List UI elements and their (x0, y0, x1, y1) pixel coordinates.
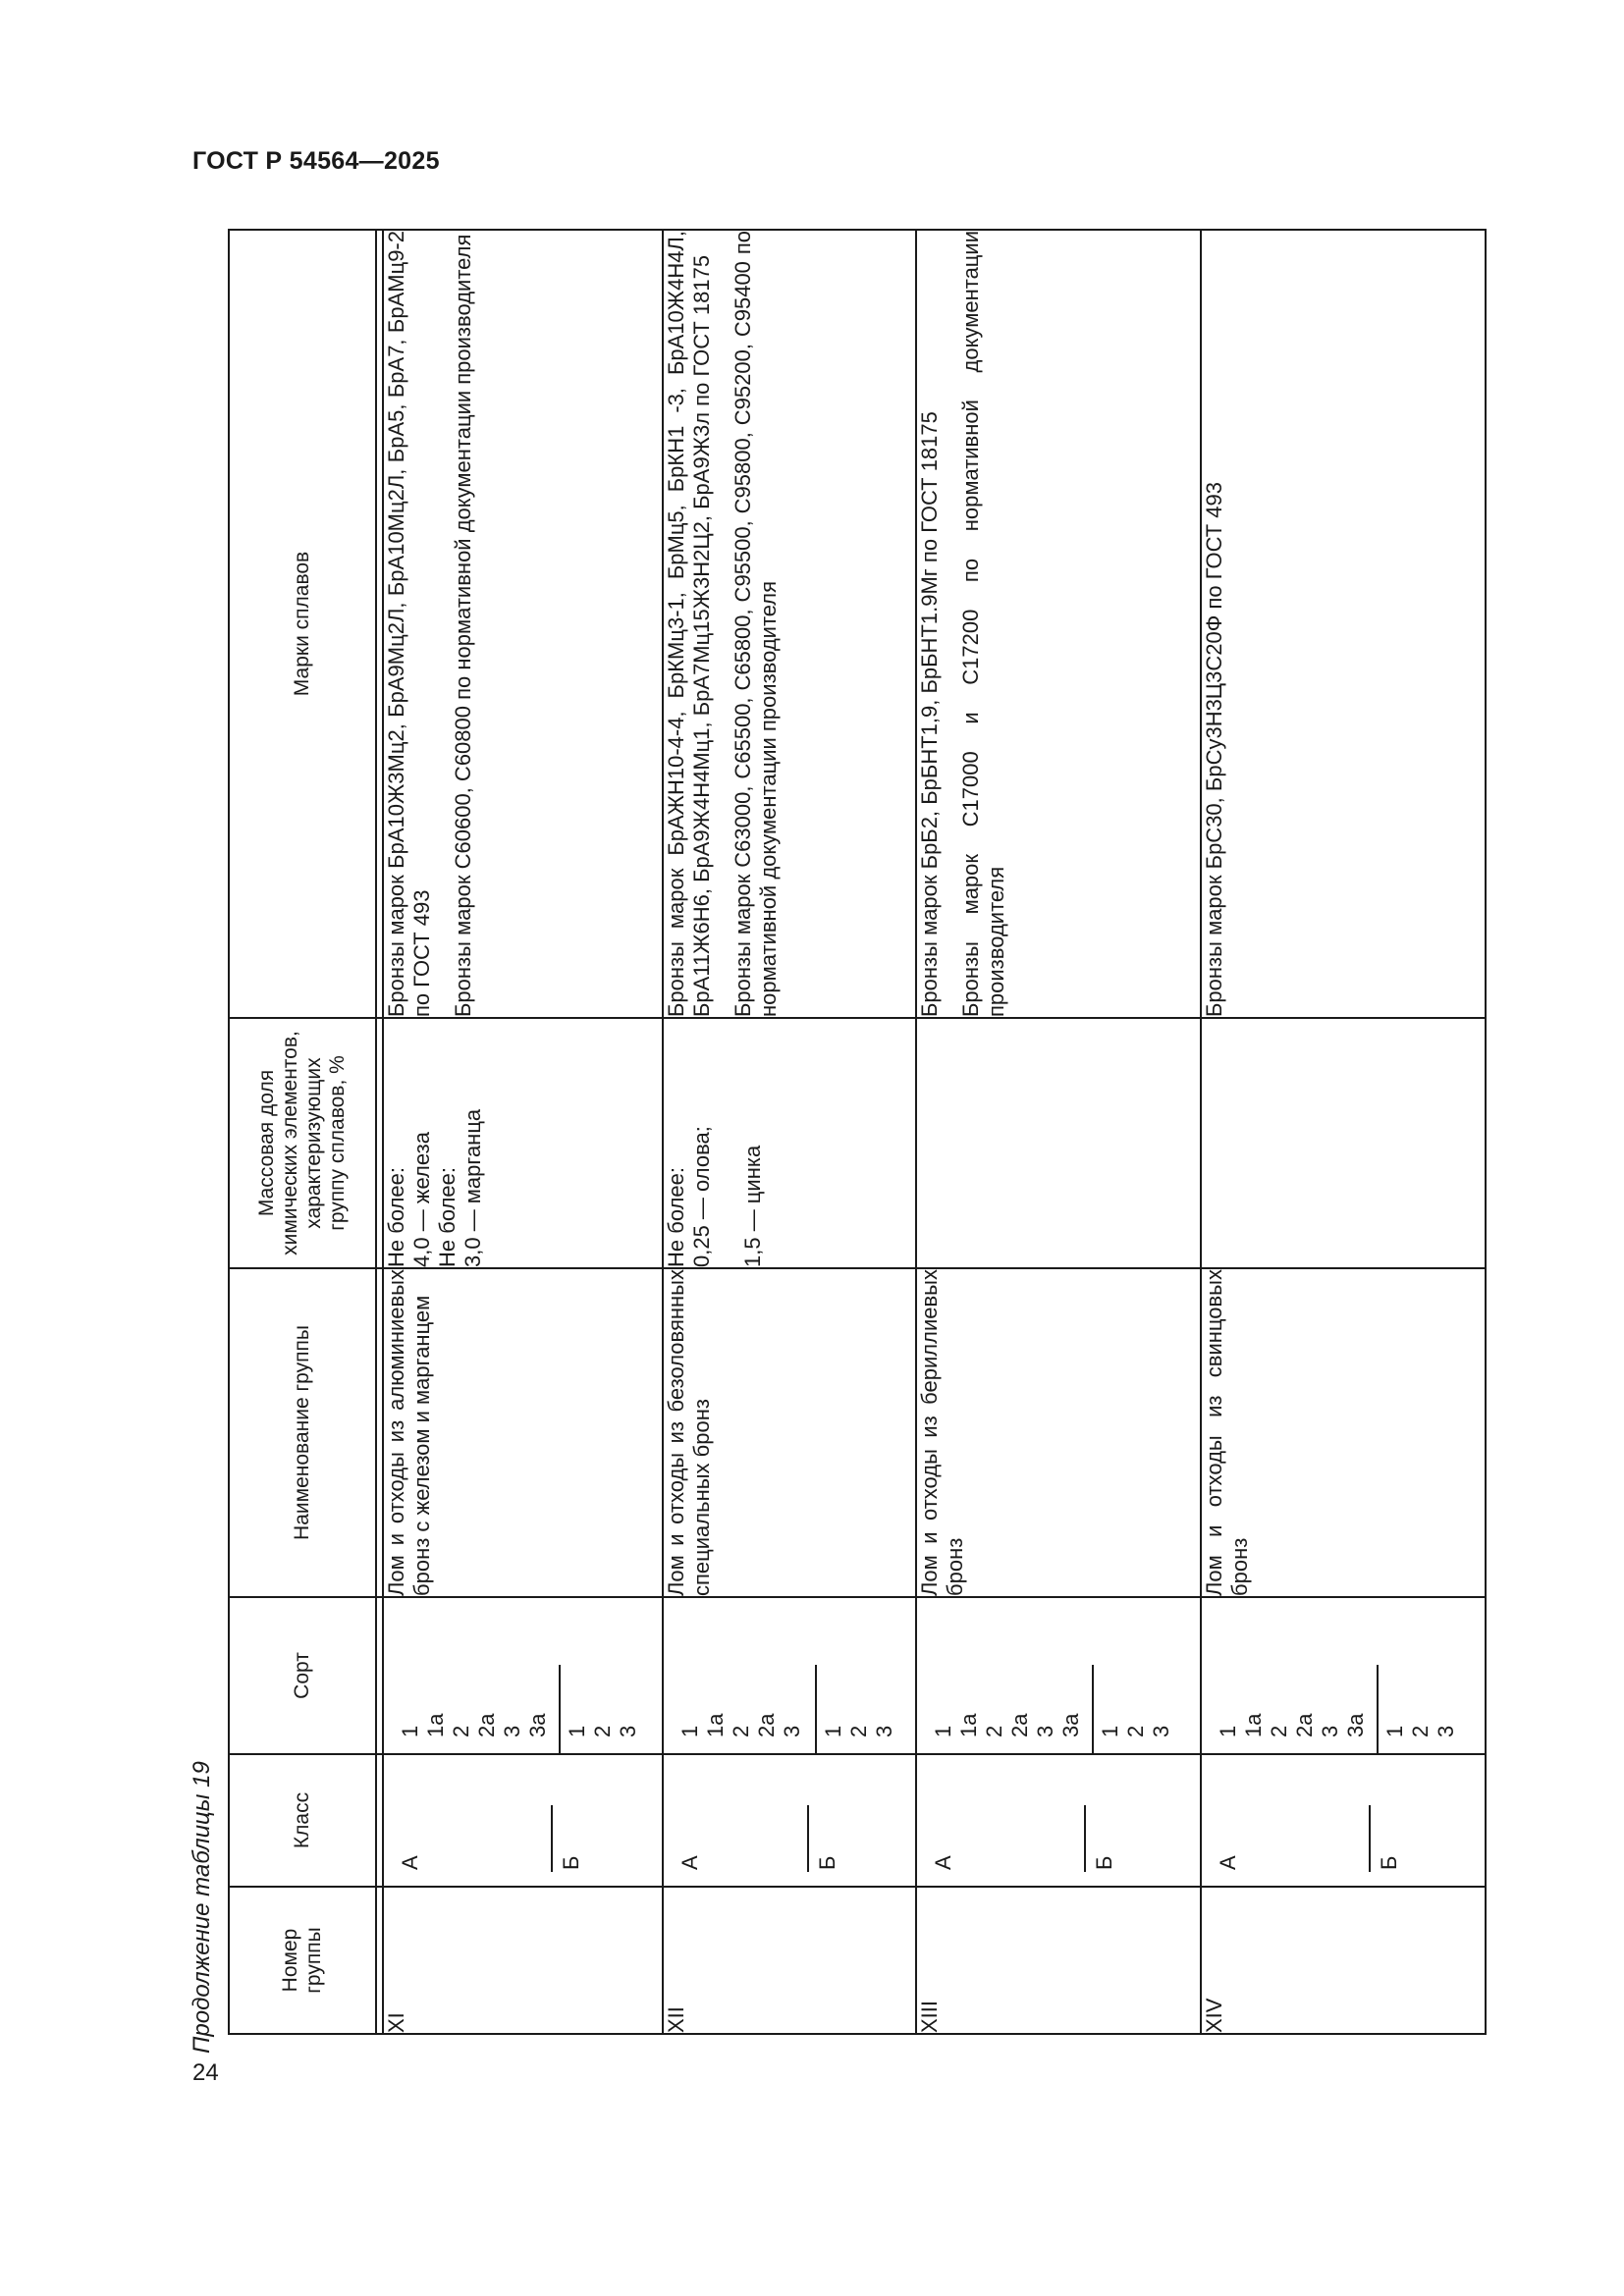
mass-line: Не более: (435, 1166, 460, 1267)
class-a: А (398, 1855, 422, 1870)
group-number: XIII (916, 1887, 1201, 2034)
table-caption: Продолжение таблицы 19 (189, 1761, 215, 2054)
sort-value: 3 (500, 1725, 524, 1737)
page-header: ГОСТ Р 54564—2025 (192, 147, 440, 175)
sort-value: 3 (1434, 1725, 1458, 1737)
sort-value: 2 (729, 1725, 753, 1737)
sort-value: 1 (565, 1725, 589, 1737)
sort-value: 2а (1292, 1713, 1317, 1737)
group-name: Лом и отходы из свинцовых бронз (1201, 1268, 1486, 1597)
sort-value: 2 (449, 1725, 473, 1737)
class-cell (916, 1754, 1201, 1887)
sort-value: 1а (1241, 1713, 1266, 1737)
sort-cell (916, 1597, 1201, 1754)
class-b: Б (1377, 1855, 1401, 1870)
mass-fraction (383, 1018, 663, 1268)
sort-cell (383, 1597, 663, 1754)
mass-line: 1,5 — цинка (740, 1145, 765, 1267)
group-number: XIV (1201, 1887, 1486, 2034)
mass-line: 4,0 — железа (409, 1132, 434, 1267)
sort-value: 1 (821, 1725, 845, 1737)
sort-cell (663, 1597, 916, 1754)
alloy-grades (916, 230, 1201, 1018)
class-cell (663, 1754, 916, 1887)
class-b: Б (559, 1855, 583, 1870)
sort-value: 3а (525, 1713, 550, 1737)
rotated-table-container (228, 231, 1487, 2035)
class-cell (383, 1754, 663, 1887)
sort-value: 3 (872, 1725, 896, 1737)
alloy-grades (383, 230, 663, 1018)
sort-value: 3 (1318, 1725, 1342, 1737)
alloy-grades-paragraph: Бронзы марок БрА10Ж3Мц2, БрА9Мц2Л, БрА10Мц2Л, БрА5, БрА7, БрАМц9-2 по ГОСТ 493 (384, 231, 434, 1017)
table-header-row (229, 230, 376, 2034)
col-header-mass-fraction: Массовая доля химических элементов, характеризующих группу сплавов, % (229, 1018, 376, 1268)
group-number: XII (663, 1887, 916, 2034)
group-name: Лом и отходы из алюминиевых бронз с железом и марганцем (383, 1268, 663, 1597)
header-separator (376, 230, 383, 2034)
sort-value: 1 (677, 1725, 702, 1737)
sort-value: 1 (1098, 1725, 1122, 1737)
sort-value: 1 (1382, 1725, 1407, 1737)
mass-fraction (916, 1018, 1201, 1268)
class-b: Б (1092, 1855, 1116, 1870)
sort-value: 1 (931, 1725, 955, 1737)
mass-fraction (1201, 1018, 1486, 1268)
alloy-grades-paragraph: Бронзы марок БрБ2, БрБНТ1,9, БрБНТ1.9Мг по ГОСТ 18175 (917, 411, 942, 1017)
col-header-sort: Сорт (229, 1597, 376, 1754)
alloy-grades-paragraph: Бронзы марок БрАЖН10-4-4, БрКМц3-1, БрМц5, БрКН1 -3, БрА10Ж4Н4Л, БрА11Ж6Н6, БрА9Ж4Н4Мц1, БрА7Мц15Ж3Н2Ц2, БрА9Ж3л по ГОСТ 18175 (664, 231, 714, 1017)
sort-value: 3а (1343, 1713, 1368, 1737)
col-header-group-number: Номер группы (229, 1887, 376, 2034)
col-header-group-name: Наименование группы (229, 1268, 376, 1597)
sort-value: 1а (956, 1713, 981, 1737)
sort-value: 2 (982, 1725, 1006, 1737)
class-cell (1201, 1754, 1486, 1887)
sort-value: 2 (1267, 1725, 1291, 1737)
sort-cell (1201, 1597, 1486, 1754)
alloy-grades (663, 230, 916, 1018)
sort-value: 2 (846, 1725, 871, 1737)
mass-line (715, 1019, 740, 1267)
page-number: 24 (192, 2059, 219, 2086)
group-number: XI (383, 1887, 663, 2034)
sort-value: 2а (1007, 1713, 1032, 1737)
col-header-class: Класс (229, 1754, 376, 1887)
table-row (663, 230, 916, 2034)
alloy-grades-paragraph: Бронзы марок С17000 и С17200 по нормативной документации производителя (957, 231, 1008, 1017)
class-a: А (677, 1855, 702, 1870)
sort-value: 3 (1149, 1725, 1173, 1737)
sort-value: 3 (780, 1725, 804, 1737)
class-a: А (1216, 1855, 1240, 1870)
sort-value: 2 (1123, 1725, 1148, 1737)
alloy-grades-paragraph: Бронзы марок БрС30, БрСу3Н3Ц3С20Ф по ГОСТ 493 (1202, 482, 1226, 1017)
table-row (383, 230, 663, 2034)
sort-value: 2а (754, 1713, 779, 1737)
group-name: Лом и отходы из бериллиевых бронз (916, 1268, 1201, 1597)
table-row (1201, 230, 1486, 2034)
sort-value: 1а (703, 1713, 728, 1737)
group-name: Лом и отходы из безоловянных специальных бронз (663, 1268, 916, 1597)
mass-fraction (663, 1018, 916, 1268)
sort-value: 2 (1408, 1725, 1433, 1737)
mass-line: Не более: (664, 1166, 688, 1267)
mass-line: 3,0 — марганца (460, 1108, 485, 1267)
sort-value: 3 (616, 1725, 640, 1737)
sort-value: 1 (1216, 1725, 1240, 1737)
alloy-grades-paragraph: Бронзы марок С63000, С65500, С65800, С95500, С95800, С95200, С95400 по нормативной документации производителя (730, 231, 781, 1017)
sort-value: 3 (1033, 1725, 1057, 1737)
alloy-grades (1201, 230, 1486, 1018)
col-header-alloy-grades: Марки сплавов (229, 230, 376, 1018)
mass-line: Не более: (384, 1166, 408, 1267)
alloy-groups-table (228, 229, 1487, 2035)
class-a: А (931, 1855, 955, 1870)
table-row (916, 230, 1201, 2034)
sort-value: 1а (423, 1713, 448, 1737)
sort-value: 1 (398, 1725, 422, 1737)
mass-line: 0,25 — олова; (689, 1126, 714, 1267)
sort-value: 3а (1058, 1713, 1083, 1737)
class-b: Б (815, 1855, 839, 1870)
alloy-grades-paragraph: Бронзы марок С60600, С60800 по нормативной документации производителя (450, 234, 475, 1017)
sort-value: 2 (590, 1725, 615, 1737)
sort-value: 2а (474, 1713, 499, 1737)
